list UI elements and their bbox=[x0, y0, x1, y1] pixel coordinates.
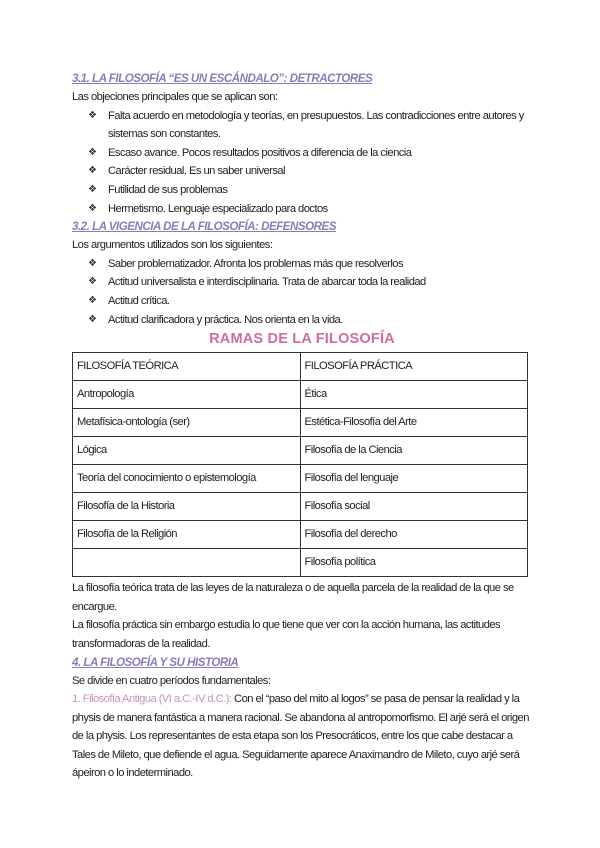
table-cell-teorica: Filosofía de la Historia bbox=[73, 493, 301, 521]
table-cell-teorica: Antropología bbox=[73, 381, 301, 409]
table-cell-teorica: Teoría del conocimiento o epistemología bbox=[73, 465, 301, 493]
section-intro-detractores: Las objeciones principales que se aplican son: bbox=[72, 91, 278, 103]
arguments-list bbox=[72, 255, 532, 329]
table-row bbox=[73, 521, 528, 549]
diamond-bullet-icon: ❖ bbox=[88, 313, 97, 325]
section-heading-defensores: 3.2. LA VIGENCIA DE LA FILOSOFÍA: DEFENSORES bbox=[72, 220, 337, 234]
diamond-bullet-icon: ❖ bbox=[88, 276, 97, 288]
table-cell-practica: Ética bbox=[300, 381, 528, 409]
table-cell-practica: FILOSOFÍA PRÁCTICA bbox=[300, 353, 528, 381]
list-item: ❖ Falta acuerdo en metodología y teorías, en presupuestos. Las contradicciones entre autores y sistemas son constantes. bbox=[88, 107, 532, 144]
period-text: Con el “paso del mito al logos” se pasa de pensar la realidad y la physis de manera fantástica a manera racional. Se abandona al antropomorfismo. El arjé será el origen de la physis. Los representantes de esta etapa son los Presocráticos, entre los que cabe destacar a Tales de Mileto, que defiende el agua. Seguidamente aparece Anaximandro de Mileto, cuyo arjé será ápeiron o lo indeterminado. bbox=[72, 693, 529, 780]
table-row bbox=[73, 409, 528, 437]
diamond-bullet-icon: ❖ bbox=[88, 146, 97, 158]
list-item: ❖ Carácter residual. Es un saber universal bbox=[88, 162, 532, 181]
note-teorica: La filosofía teórica trata de las leyes de la naturaleza o de aquella parcela de la realidad de la que se encargue. bbox=[72, 582, 514, 613]
table-cell-teorica: Filosofía de la Religión bbox=[73, 521, 301, 549]
document-content bbox=[72, 70, 532, 783]
table-cell-practica: Filosofía política bbox=[300, 549, 528, 577]
table-row bbox=[73, 465, 528, 493]
section-heading-detractores: 3.1. LA FILOSOFÍA “ES UN ESCÁNDALO”: DETRACTORES bbox=[72, 72, 373, 85]
table-row bbox=[73, 437, 528, 465]
diamond-bullet-icon: ❖ bbox=[88, 183, 97, 195]
ramas-table bbox=[72, 352, 528, 577]
diamond-bullet-icon: ❖ bbox=[88, 257, 97, 269]
table-cell-teorica: Lógica bbox=[73, 437, 301, 465]
diamond-bullet-icon: ❖ bbox=[88, 109, 97, 121]
list-item: ❖ Saber problematizador. Afronta los problemas más que resolverlos bbox=[88, 255, 532, 274]
table-cell-teorica: Metafísica-ontología (ser) bbox=[73, 409, 301, 437]
table-cell-practica: Filosofía del derecho bbox=[300, 521, 528, 549]
list-item: ❖ Escaso avance. Pocos resultados positivos a diferencia de la ciencia bbox=[88, 144, 532, 163]
list-item: ❖ Actitud universalista e interdisciplinaria. Trata de abarcar toda la realidad bbox=[88, 273, 532, 292]
diamond-bullet-icon: ❖ bbox=[88, 165, 97, 177]
period-label: 1. Filosofía Antigua (VI a.C.-IV d.C.): bbox=[72, 693, 232, 706]
table-cell-practica: Filosofía del lenguaje bbox=[300, 465, 528, 493]
table-cell-practica: Filosofía de la Ciencia bbox=[300, 437, 528, 465]
section-heading-historia: 4. LA FILOSOFÍA Y SU HISTORIA bbox=[72, 655, 239, 669]
ramas-title: RAMAS DE LA FILOSOFÍA bbox=[209, 331, 395, 348]
list-item: ❖ Actitud clarificadora y práctica. Nos orienta en la vida. bbox=[88, 311, 532, 330]
objections-list bbox=[72, 107, 532, 219]
note-practica: La filosofía práctica sin embargo estudia lo que tiene que ver con la acción humana, las actitudes transformadoras de la realidad. bbox=[72, 619, 501, 650]
table-cell-practica: Filosofía social bbox=[300, 493, 528, 521]
list-item: ❖ Futilidad de sus problemas bbox=[88, 181, 532, 200]
table-cell-teorica: FILOSOFÍA TEÓRICA bbox=[73, 353, 301, 381]
period-paragraph bbox=[72, 690, 532, 783]
diamond-bullet-icon: ❖ bbox=[88, 294, 97, 306]
table-row bbox=[73, 381, 528, 409]
table-row bbox=[73, 549, 528, 577]
table-cell-teorica bbox=[73, 549, 301, 577]
list-item: ❖ Hermetismo. Lenguaje especializado para doctos bbox=[88, 200, 532, 219]
list-item: ❖ Actitud crítica. bbox=[88, 292, 532, 311]
table-row bbox=[73, 493, 528, 521]
section-intro-historia: Se divide en cuatro períodos fundamentales: bbox=[72, 674, 271, 687]
table-row bbox=[73, 353, 528, 381]
section-intro-defensores: Los argumentos utilizados son los siguientes: bbox=[72, 239, 273, 252]
diamond-bullet-icon: ❖ bbox=[88, 202, 97, 214]
table-cell-practica: Estética-Filosofía del Arte bbox=[300, 409, 528, 437]
